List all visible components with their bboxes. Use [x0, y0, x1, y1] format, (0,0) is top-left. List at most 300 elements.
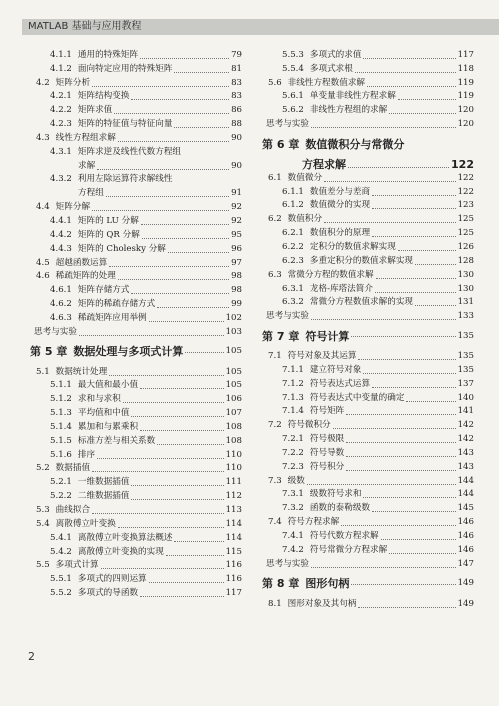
- dot-leader: [131, 292, 229, 294]
- toc-entry-number: 6.3.2: [282, 297, 304, 308]
- toc-entry-title: 矩阵的 QR 分解: [77, 229, 140, 240]
- toc-entry: [262, 103, 474, 117]
- toc-entry-page: 116: [225, 560, 242, 571]
- toc-entry: [262, 363, 474, 377]
- toc-entry-title: 符号极限: [309, 434, 345, 445]
- toc-entry-title: 龙格-库塔法简介: [309, 283, 373, 294]
- toc-entry-page: 103: [225, 326, 242, 337]
- toc-entry-number: 第 8 章: [262, 577, 300, 591]
- dot-leader: [324, 221, 456, 223]
- toc-entry-page: 111: [225, 477, 242, 488]
- toc-entry: [30, 531, 242, 545]
- toc-entry-title: 符号矩阵: [309, 406, 345, 417]
- dot-leader: [372, 194, 456, 196]
- toc-entry-page: 98: [231, 285, 242, 296]
- toc-entry-number: 4.4.1: [50, 215, 72, 226]
- toc-entry: [262, 377, 474, 391]
- toc-entry-page: 108: [225, 435, 242, 446]
- toc-entry-title: 通用的特殊矩阵: [77, 49, 139, 60]
- toc-entry-page: 130: [457, 269, 474, 280]
- toc-entry-page: 110: [225, 463, 242, 474]
- toc-entry-page: 122: [457, 172, 474, 183]
- toc-entry-title: 数据插值: [55, 463, 91, 474]
- toc-entry-title: 排序: [77, 449, 96, 460]
- toc-entry: [30, 503, 242, 517]
- toc-entry-number: 5.6.1: [282, 91, 304, 102]
- toc-entry: [262, 171, 474, 185]
- toc-entry: [30, 297, 242, 311]
- toc-entry-number: 8.1: [268, 598, 282, 609]
- toc-entry-number: 5.1.1: [50, 380, 72, 391]
- dot-leader: [346, 441, 455, 443]
- toc-entry: [262, 48, 474, 62]
- toc-entry-number: 5.1.2: [50, 394, 72, 405]
- toc-entry-page: 81: [231, 63, 242, 74]
- toc-entry: [262, 296, 474, 310]
- toc-entry: [262, 76, 474, 90]
- dot-leader: [375, 291, 456, 293]
- toc-right-column: [262, 48, 474, 611]
- dot-leader: [372, 207, 456, 209]
- toc-entry-title: 级数: [287, 475, 305, 486]
- dot-leader: [109, 265, 229, 267]
- dot-leader: [118, 526, 224, 528]
- dot-leader: [346, 455, 455, 457]
- toc-entry-title: 多项式计算: [55, 560, 99, 571]
- toc-entry-number: 6.2.1: [282, 228, 304, 239]
- toc-entry-title: 离散傅立叶变换: [55, 518, 116, 529]
- toc-entry-number: 7.3: [268, 475, 282, 486]
- dot-leader: [346, 469, 455, 471]
- dot-leader: [363, 496, 455, 498]
- toc-entry-page: 99: [231, 299, 242, 310]
- dot-leader: [406, 400, 455, 402]
- dot-leader: [333, 427, 456, 429]
- toc-entry-page: 135: [457, 330, 474, 341]
- toc-entry-page: 143: [457, 461, 474, 472]
- toc-entry-number: 6.2: [268, 214, 282, 225]
- toc-entry-page: 90: [231, 160, 242, 171]
- toc-entry-number: 4.2.1: [50, 91, 72, 102]
- toc-entry-title: 求解: [78, 160, 96, 171]
- toc-entry-page: 117: [225, 588, 242, 599]
- toc-entry-page: 97: [231, 257, 242, 268]
- toc-entry-number: 7.4.2: [282, 544, 304, 555]
- toc-entry-title: 面向特定应用的特殊矩阵: [77, 63, 173, 74]
- dot-leader: [389, 112, 455, 114]
- dot-leader: [140, 429, 224, 431]
- toc-entry-page: 106: [225, 394, 242, 405]
- toc-entry-number: 5.5.1: [50, 574, 72, 585]
- toc-entry-number: 5.5: [36, 560, 50, 571]
- toc-entry-page: 135: [457, 364, 474, 375]
- toc-entry: [30, 200, 242, 214]
- toc-entry-title: 二维数据插值: [77, 491, 130, 502]
- toc-entry-number: 5.1.6: [50, 449, 72, 460]
- toc-entry: [262, 515, 474, 529]
- toc-entry-page: 98: [231, 271, 242, 282]
- toc-entry-page: 144: [457, 475, 474, 486]
- toc-entry-number: 第 7 章: [262, 329, 300, 343]
- toc-entry-title: 矩阵求逆及线性代数方程组: [77, 146, 182, 157]
- toc-entry-number: 7.3.2: [282, 503, 304, 514]
- dot-leader: [97, 168, 229, 170]
- toc-entry: [262, 117, 474, 131]
- toc-entry-title: 矩阵分析: [55, 77, 91, 88]
- dot-leader: [307, 483, 456, 485]
- toc-entry-number: 6.1: [268, 172, 282, 183]
- toc-entry-number: 5.2.2: [50, 491, 72, 502]
- toc-entry: [262, 157, 474, 171]
- toc-entry: [30, 117, 242, 131]
- toc-entry-page: 113: [225, 505, 242, 515]
- toc-entry-number: 4.6.1: [50, 285, 72, 296]
- toc-entry-title: 矩阵存储方式: [77, 285, 130, 296]
- toc-entry-page: 140: [457, 392, 474, 403]
- dot-leader: [183, 155, 240, 156]
- toc-entry-title: 累加和与累乘积: [77, 421, 139, 432]
- toc-entry-number: 6.2.2: [282, 241, 304, 252]
- toc-entry-title: 符号导数: [309, 447, 345, 458]
- dot-leader: [118, 140, 229, 142]
- toc-entry-page: 88: [231, 119, 242, 130]
- toc-entry-title: 符号微积分: [287, 420, 331, 431]
- toc-entry-page: 143: [457, 447, 474, 458]
- toc-entry-page: 123: [457, 200, 474, 211]
- dot-leader: [106, 195, 229, 197]
- toc-entry-title: 图形句柄: [305, 577, 350, 591]
- toc-entry-page: 122: [457, 186, 474, 197]
- toc-entry-number: 5.1: [36, 366, 50, 377]
- toc-entry: [30, 256, 242, 270]
- toc-entry-title: 求和与求积: [77, 394, 121, 405]
- toc-entry-title: 符号积分: [309, 461, 345, 472]
- toc-entry: [262, 405, 474, 419]
- dot-leader: [101, 567, 224, 569]
- dot-leader: [372, 235, 456, 237]
- toc-entry-number: 6.3: [268, 269, 282, 280]
- toc-entry-page: 145: [457, 503, 474, 514]
- toc-entry-title: 一维数据插值: [77, 477, 130, 488]
- toc-entry-page: 91: [231, 188, 242, 199]
- toc-entry-title: 矩阵分解: [55, 202, 91, 213]
- toc-entry: [262, 597, 474, 611]
- toc-entry-title: 单变量非线性方程求解: [309, 91, 396, 102]
- toc-entry-number: 5.4.2: [50, 546, 72, 557]
- toc-entry-title: 常微分方程数值求解的实现: [309, 297, 414, 308]
- toc-entry: [262, 349, 474, 363]
- toc-entry: [30, 406, 242, 420]
- toc-entry-number: 4.5: [36, 257, 50, 268]
- dot-leader: [372, 510, 456, 512]
- dot-leader: [324, 180, 456, 182]
- toc-entry: [262, 432, 474, 446]
- toc-entry: [30, 145, 242, 159]
- toc-entry-title: 符号代数方程求解: [309, 531, 379, 541]
- dot-leader: [358, 606, 455, 608]
- toc-entry-title: 思考与实验: [266, 119, 309, 130]
- toc-entry-number: 4.2: [36, 77, 50, 88]
- toc-entry-number: 4.4: [36, 202, 50, 213]
- toc-entry: [30, 173, 242, 187]
- toc-entry-page: 108: [225, 421, 242, 432]
- dot-leader: [346, 413, 455, 415]
- toc-entry-title: 数值积分: [287, 214, 323, 225]
- toc-entry-title: 常微分方程的数值求解: [287, 269, 374, 280]
- toc-entry-title: 离散傅立叶变换的实现: [77, 546, 164, 557]
- toc-entry: [30, 420, 242, 434]
- toc-entry-title: 非线性方程组的求解: [309, 105, 388, 116]
- dot-leader: [149, 320, 224, 322]
- toc-entry-page: 95: [231, 229, 242, 240]
- toc-entry-title: 多项式的四则运算: [77, 574, 147, 585]
- toc-entry: [30, 270, 242, 284]
- toc-entry-title: 数值差分与差商: [309, 186, 371, 197]
- toc-entry-page: 105: [225, 366, 242, 377]
- toc-entry: [262, 488, 474, 502]
- toc-entry-title: 线性方程组求解: [55, 132, 116, 143]
- toc-entry-title: 符号对象及其运算: [287, 351, 357, 362]
- dot-leader: [114, 112, 229, 114]
- toc-entry-number: 4.6.3: [50, 312, 72, 323]
- dot-leader: [131, 484, 223, 486]
- toc-entry: [262, 185, 474, 199]
- dot-leader: [97, 457, 224, 459]
- toc-entry: [30, 159, 242, 173]
- toc-entry: [30, 545, 242, 559]
- toc-entry-title: 多重定积分的数值求解实现: [309, 255, 414, 266]
- toc-entry-title: 数值微分的实现: [309, 200, 371, 211]
- dot-leader: [123, 401, 224, 403]
- toc-entry-number: 第 5 章: [30, 345, 68, 359]
- toc-entry-number: 4.3.1: [50, 146, 72, 157]
- toc-entry-number: 7.1: [268, 351, 282, 362]
- toc-entry-title: 稀疏矩阵应用举例: [77, 312, 147, 323]
- toc-entry-title: 方程求解: [302, 157, 346, 171]
- toc-entry-page: 114: [225, 532, 242, 543]
- dot-leader: [311, 126, 456, 128]
- dot-leader: [157, 443, 223, 445]
- toc-entry-page: 135: [457, 351, 474, 362]
- toc-chapter-entry: [30, 339, 242, 365]
- toc-entry-title: 离散傅立叶变换算法概述: [77, 532, 173, 543]
- toc-entry-page: 117: [457, 49, 474, 60]
- toc-entry-number: 4.1.1: [50, 49, 72, 60]
- toc-entry-number: 6.3.1: [282, 283, 304, 294]
- dot-leader: [92, 85, 229, 87]
- dot-leader: [415, 263, 456, 265]
- toc-entry-title: 方程组: [78, 188, 104, 199]
- toc-entry: [30, 517, 242, 531]
- dot-leader: [341, 524, 455, 526]
- dot-leader: [363, 372, 455, 374]
- dot-leader: [109, 374, 223, 376]
- page-number: 2: [28, 650, 35, 663]
- toc-entry-number: 7.2.1: [282, 434, 304, 445]
- toc-entry: [30, 311, 242, 325]
- toc-entry: [262, 557, 474, 571]
- dot-leader: [79, 334, 224, 336]
- toc-entry: [30, 131, 242, 145]
- toc-entry-page: 142: [457, 420, 474, 431]
- toc-entry-page: 146: [457, 544, 474, 555]
- toc-entry-number: 4.3: [36, 132, 50, 143]
- toc-entry-page: 125: [457, 214, 474, 225]
- toc-entry: [30, 48, 242, 62]
- toc-entry-title: 利用左除运算符求解线性: [77, 174, 173, 185]
- toc-entry-title: 标准方差与相关系数: [77, 435, 156, 446]
- toc-entry: [262, 446, 474, 460]
- toc-entry-title: 级数符号求和: [309, 489, 362, 500]
- book-running-header: MATLAB 基础与应用教程: [22, 19, 499, 35]
- toc-entry-page: 137: [457, 378, 474, 389]
- dot-leader: [131, 498, 223, 500]
- dot-leader: [389, 552, 455, 554]
- toc-entry-page: 83: [231, 91, 242, 102]
- toc-entry: [262, 418, 474, 432]
- toc-entry-number: 4.6.2: [50, 299, 72, 310]
- dot-leader: [157, 306, 229, 308]
- toc-entry: [30, 76, 242, 90]
- toc-entry-title: 非线性方程数值求解: [287, 77, 366, 88]
- toc-entry: [262, 501, 474, 515]
- toc-entry-number: 7.1.1: [282, 364, 304, 375]
- toc-entry: [30, 186, 242, 200]
- toc-entry-title: 数值积分的原理: [309, 228, 371, 239]
- toc-entry-number: 5.6.2: [282, 105, 304, 116]
- toc-entry-page: 102: [225, 312, 242, 323]
- toc-entry-page: 125: [457, 228, 474, 239]
- toc-entry-page: 107: [225, 408, 242, 419]
- toc-entry-title: 符号方程求解: [287, 517, 340, 528]
- toc-entry-title: 思考与实验: [266, 311, 309, 322]
- toc-entry-title: 多项式的求值: [309, 49, 362, 60]
- toc-entry: [262, 240, 474, 254]
- dot-leader: [311, 566, 456, 568]
- toc-entry-title: 数值微分: [287, 172, 323, 183]
- toc-entry-page: 144: [457, 489, 474, 500]
- dot-leader: [140, 387, 224, 389]
- toc-entry-number: 5.5.4: [282, 63, 304, 74]
- toc-entry-title: 定积分的数值求解实现: [309, 241, 396, 252]
- toc-entry-page: 90: [231, 132, 242, 143]
- toc-entry: [30, 325, 242, 339]
- dot-leader: [118, 278, 229, 280]
- dot-leader: [92, 512, 224, 514]
- toc-entry: [262, 90, 474, 104]
- toc-entry-number: 5.5.3: [282, 49, 304, 60]
- toc-entry-number: 7.3.1: [282, 489, 304, 500]
- toc-entry-number: 4.1.2: [50, 63, 72, 74]
- toc-entry-number: 5.2: [36, 463, 50, 474]
- toc-entry-page: 105: [225, 380, 242, 391]
- toc-entry-page: 79: [231, 49, 242, 60]
- toc-entry-title: 数据处理与多项式计算: [73, 345, 184, 359]
- toc-entry-number: 6.1.2: [282, 200, 304, 211]
- dot-leader: [92, 209, 229, 211]
- toc-entry: [30, 103, 242, 117]
- toc-entry-number: 4.2.2: [50, 105, 72, 116]
- dot-leader: [398, 98, 456, 100]
- dot-leader: [142, 237, 229, 239]
- toc-entry-title: 符号计算: [305, 329, 350, 343]
- dot-leader: [174, 182, 240, 183]
- toc-entry-title: 符号表达式中变量的确定: [309, 392, 405, 403]
- toc-entry-page: 92: [231, 202, 242, 213]
- toc-entry-title: 图形对象及其句柄: [287, 598, 357, 609]
- toc-entry-title: 思考与实验: [266, 558, 309, 569]
- toc-entry-page: 115: [225, 546, 242, 557]
- toc-entry: [30, 489, 242, 503]
- toc-entry-title: 函数的泰勒级数: [309, 503, 371, 514]
- dot-leader: [363, 57, 455, 59]
- toc-entry-page: 118: [457, 63, 474, 74]
- toc-entry-title: 思考与实验: [34, 326, 77, 337]
- toc-entry: [262, 391, 474, 405]
- toc-entry-title: 稀疏矩阵的处理: [55, 271, 116, 282]
- toc-entry-number: 7.1.3: [282, 392, 304, 403]
- toc-entry: [262, 226, 474, 240]
- dot-leader: [398, 249, 456, 251]
- dot-leader: [415, 304, 456, 306]
- toc-entry: [262, 309, 474, 323]
- toc-entry-number: 5.1.5: [50, 435, 72, 446]
- toc-entry-title: 矩阵的稀疏存储方式: [77, 299, 156, 310]
- toc-entry-page: 130: [457, 283, 474, 294]
- toc-entry: [262, 543, 474, 557]
- toc-entry: [30, 462, 242, 476]
- toc-entry-page: 133: [457, 311, 474, 322]
- toc-entry-page: 120: [457, 119, 474, 130]
- toc-entry-number: 7.1.2: [282, 378, 304, 389]
- toc-entry: [262, 529, 474, 543]
- dot-leader: [166, 554, 224, 556]
- toc-entry: [30, 214, 242, 228]
- toc-entry-number: 5.4.1: [50, 532, 72, 543]
- toc-entry-number: 5.2.1: [50, 477, 72, 488]
- toc-entry-title: 矩阵结构变换: [77, 91, 130, 102]
- toc-entry: [30, 559, 242, 573]
- dot-leader: [311, 318, 456, 320]
- toc-entry: [30, 379, 242, 393]
- toc-entry-page: 126: [457, 241, 474, 252]
- dot-leader: [131, 415, 223, 417]
- toc-entry: [262, 282, 474, 296]
- toc-entry-title: 矩阵的特征值与特征向量: [77, 119, 173, 130]
- dot-leader: [149, 581, 224, 583]
- toc-entry-number: 5.4: [36, 518, 50, 529]
- toc-entry: [262, 268, 474, 282]
- toc-entry-page: 96: [231, 243, 242, 254]
- toc-entry-page: 146: [457, 517, 474, 528]
- dot-leader: [140, 595, 224, 597]
- toc-entry: [30, 392, 242, 406]
- toc-entry-page: 112: [225, 491, 242, 502]
- toc-entry: [30, 228, 242, 242]
- toc-entry-number: 5.3: [36, 505, 50, 515]
- toc-chapter-entry: [262, 571, 474, 597]
- toc-entry: [30, 365, 242, 379]
- toc-left-column: [30, 48, 242, 600]
- toc-entry-number: 第 6 章: [262, 137, 300, 151]
- dot-leader: [140, 57, 229, 59]
- toc-entry-number: 4.4.2: [50, 229, 72, 240]
- toc-entry: [262, 199, 474, 213]
- dot-leader: [406, 144, 472, 145]
- toc-entry: [30, 242, 242, 256]
- dot-leader: [381, 538, 456, 540]
- toc-entry-page: 149: [457, 598, 474, 609]
